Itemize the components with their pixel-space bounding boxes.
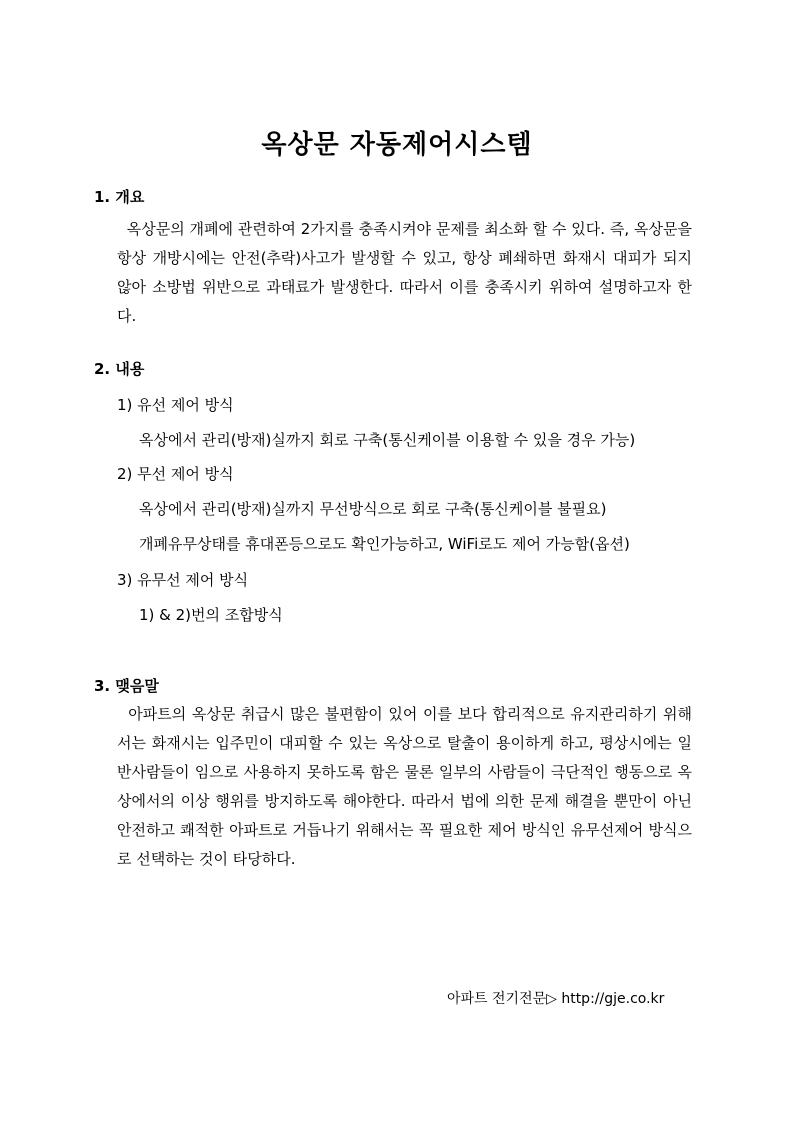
overview-paragraph: 옥상문의 개폐에 관련하여 2가지를 충족시켜야 문제를 최소화 할 수 있다. 즉, 옥상문을 항상 개방시에는 안전(추락)사고가 발생할 수 있고, 항상 폐쇄하면 화재시 대피가 되지 않아 소방법 위반으로 과태료가 발생한다. 따라서 이를 충족시키 위하여 설명하고자 한다. (117, 220, 692, 325)
section-heading-content: 2. 내용 (94, 360, 145, 378)
section-heading-overview: 1. 개요 (94, 188, 145, 206)
conclusion-paragraph: 아파트의 옥상문 취급시 많은 불편함이 있어 이를 보다 합리적으로 유지관리하기 위해서는 화재시는 입주민이 대피할 수 있는 옥상으로 탈출이 용이하게 하고, 평상시에는 일반사람들이 임으로 사용하지 못하도록 함은 물론 일부의 사람들이 극단적인 행동으로 옥상에서의 이상 행위를 방지하도록 해야한다. 따라서 법에 의한 문제 해결을 뿐만이 아닌 안전하고 쾌적한 아파트로 거듭나기 위해서는 꼭 필요한 제어 방식인 유무선제어 방식으로 선택하는 것이 타당하다. (117, 705, 692, 868)
content-item-detail: 개폐유무상태를 휴대폰등으로도 확인가능하고, WiFi로도 제어 가능함(옵션) (139, 535, 630, 553)
footer-credit: 아파트 전기전문▷ http://gje.co.kr (447, 991, 665, 1007)
content-item-detail: 옥상에서 관리(방재)실까지 회로 구축(통신케이블 이용할 수 있을 경우 가능) (139, 431, 636, 449)
content-item-label: 2) 무선 제어 방식 (117, 465, 234, 483)
section-heading-conclusion: 3. 맺음말 (94, 677, 159, 695)
content-item-label: 3) 유무선 제어 방식 (117, 571, 249, 589)
page-title: 옥상문 자동제어시스템 (261, 130, 533, 160)
content-item-detail: 1) & 2)번의 조합방식 (139, 606, 283, 624)
content-item-detail: 옥상에서 관리(방재)실까지 무선방식으로 회로 구축(통신케이블 불필요) (139, 500, 607, 518)
content-item-label: 1) 유선 제어 방식 (117, 396, 234, 414)
